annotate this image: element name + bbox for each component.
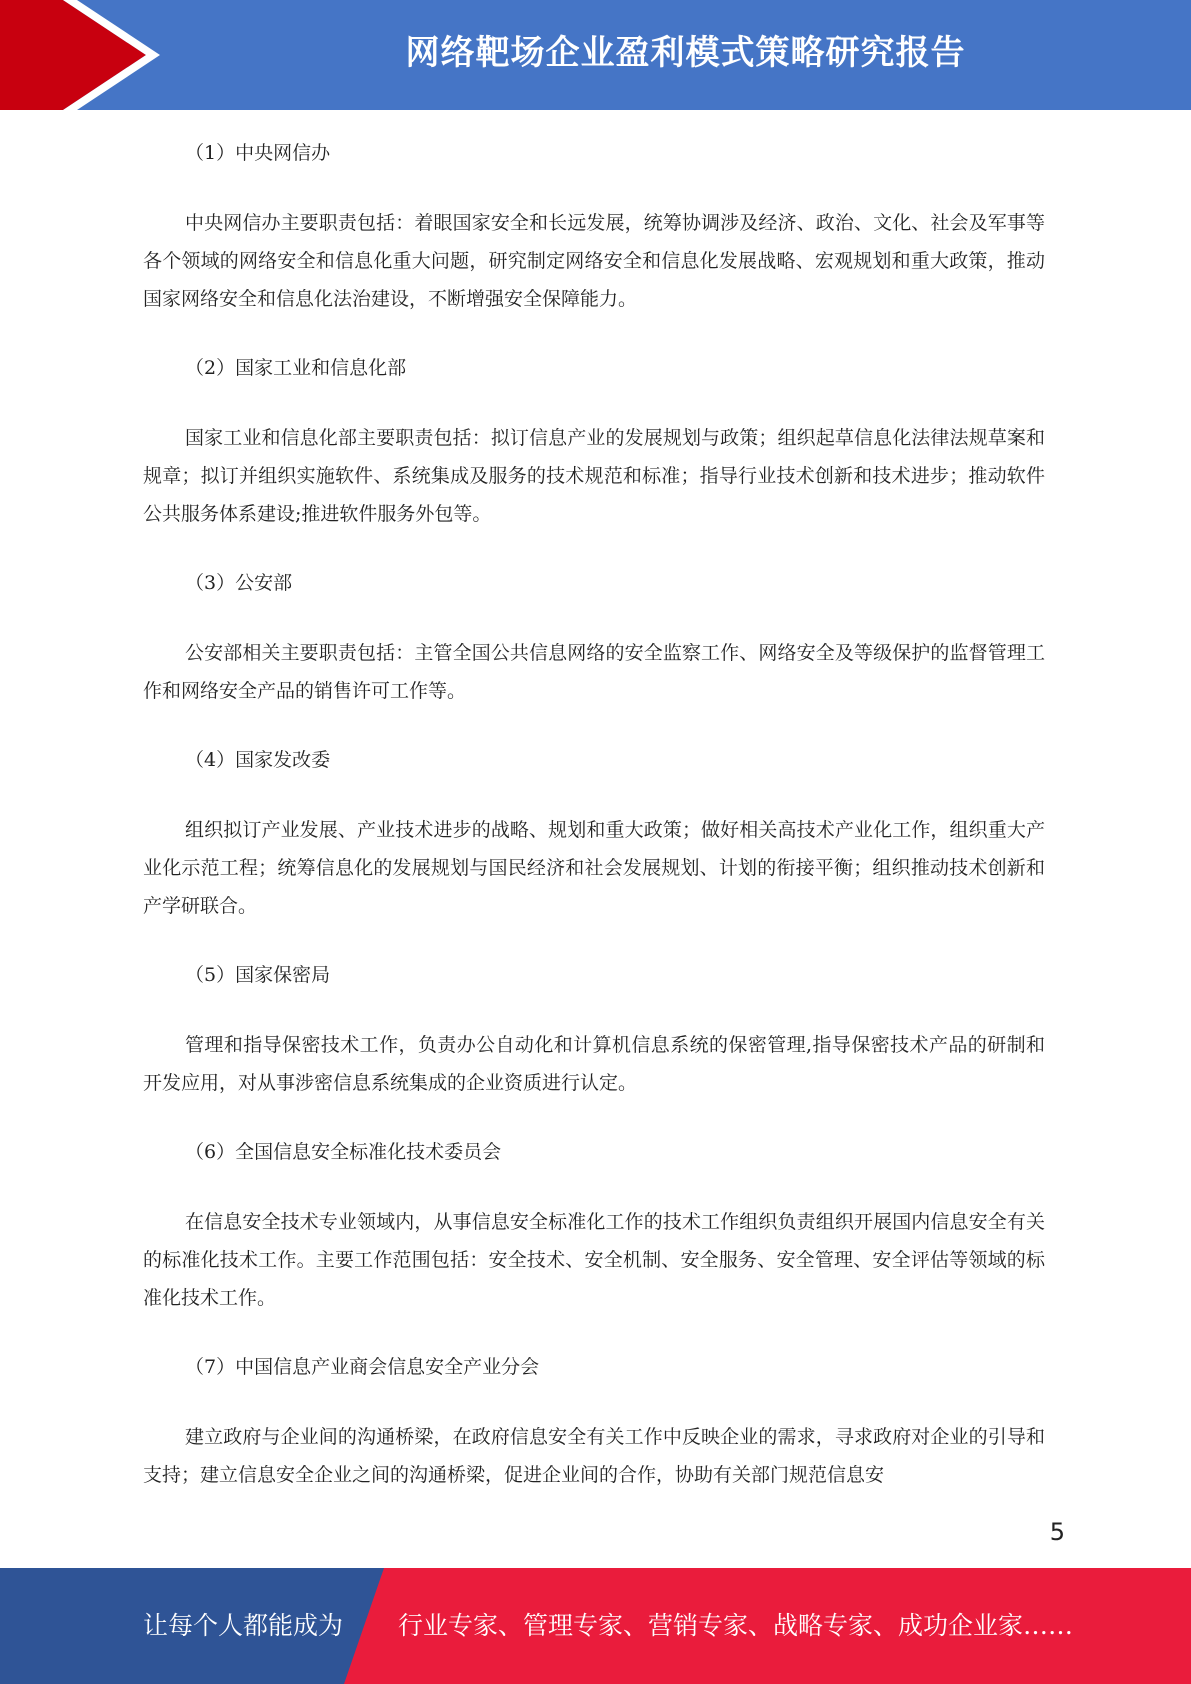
section-paragraph: 建立政府与企业间的沟通桥梁，在政府信息安全有关工作中反映企业的需求，寻求政府对企业的引导和支持；建立信息安全企业之间的沟通桥梁，促进企业间的合作，协助有关部门规范信息安 xyxy=(143,1426,1045,1486)
section-heading: （4）国家发改委 xyxy=(185,749,331,771)
page-number: 5 xyxy=(1049,1518,1065,1546)
section-paragraph: 国家工业和信息化部主要职责包括：拟订信息产业的发展规划与政策；组织起草信息化法律法规草案和规章；拟订并组织实施软件、系统集成及服务的技术规范和标准；指导行业技术创新和技术进步；推动软件公共服务体系建设;推进软件服务外包等。 xyxy=(143,427,1045,525)
report-title: 网络靶场企业盈利模式策略研究报告 xyxy=(405,33,966,73)
header-arrow-red xyxy=(0,0,146,110)
section-heading: （5）国家保密局 xyxy=(185,964,331,986)
section-heading: （6）全国信息安全标准化技术委员会 xyxy=(185,1141,502,1163)
section-heading: （1）中央网信办 xyxy=(185,142,331,164)
document-body xyxy=(143,134,1045,1494)
section-paragraph: 在信息安全技术专业领域内，从事信息安全标准化工作的技术工作组织负责组织开展国内信息安全有关的标准化技术工作。主要工作范围包括：安全技术、安全机制、安全服务、安全管理、安全评估等领域的标准化技术工作。 xyxy=(143,1211,1045,1309)
page-footer xyxy=(0,1568,1191,1684)
section-heading: （2）国家工业和信息化部 xyxy=(185,357,407,379)
section-heading: （7）中国信息产业商会信息安全产业分会 xyxy=(185,1356,540,1378)
section-heading: （3）公安部 xyxy=(185,572,293,594)
page-header xyxy=(0,0,1191,110)
section-paragraph: 管理和指导保密技术工作，负责办公自动化和计算机信息系统的保密管理,指导保密技术产品的研制和开发应用，对从事涉密信息系统集成的企业资质进行认定。 xyxy=(143,1034,1045,1094)
footer-slogan-left: 让每个人都能成为 xyxy=(143,1611,344,1640)
section-paragraph: 中央网信办主要职责包括：着眼国家安全和长远发展，统筹协调涉及经济、政治、文化、社会及军事等各个领域的网络安全和信息化重大问题，研究制定网络安全和信息化发展战略、宏观规划和重大政策，推动国家网络安全和信息化法治建设，不断增强安全保障能力。 xyxy=(143,212,1045,310)
section-paragraph: 公安部相关主要职责包括：主管全国公共信息网络的安全监察工作、网络安全及等级保护的监督管理工作和网络安全产品的销售许可工作等。 xyxy=(143,642,1045,702)
footer-slogan-right: 行业专家、管理专家、营销专家、战略专家、成功企业家…… xyxy=(398,1611,1074,1640)
section-paragraph: 组织拟订产业发展、产业技术进步的战略、规划和重大政策；做好相关高技术产业化工作，组织重大产业化示范工程；统筹信息化的发展规划与国民经济和社会发展规划、计划的衔接平衡；组织推动技术创新和产学研联合。 xyxy=(143,819,1045,917)
header-chevron-decoration xyxy=(0,0,160,110)
